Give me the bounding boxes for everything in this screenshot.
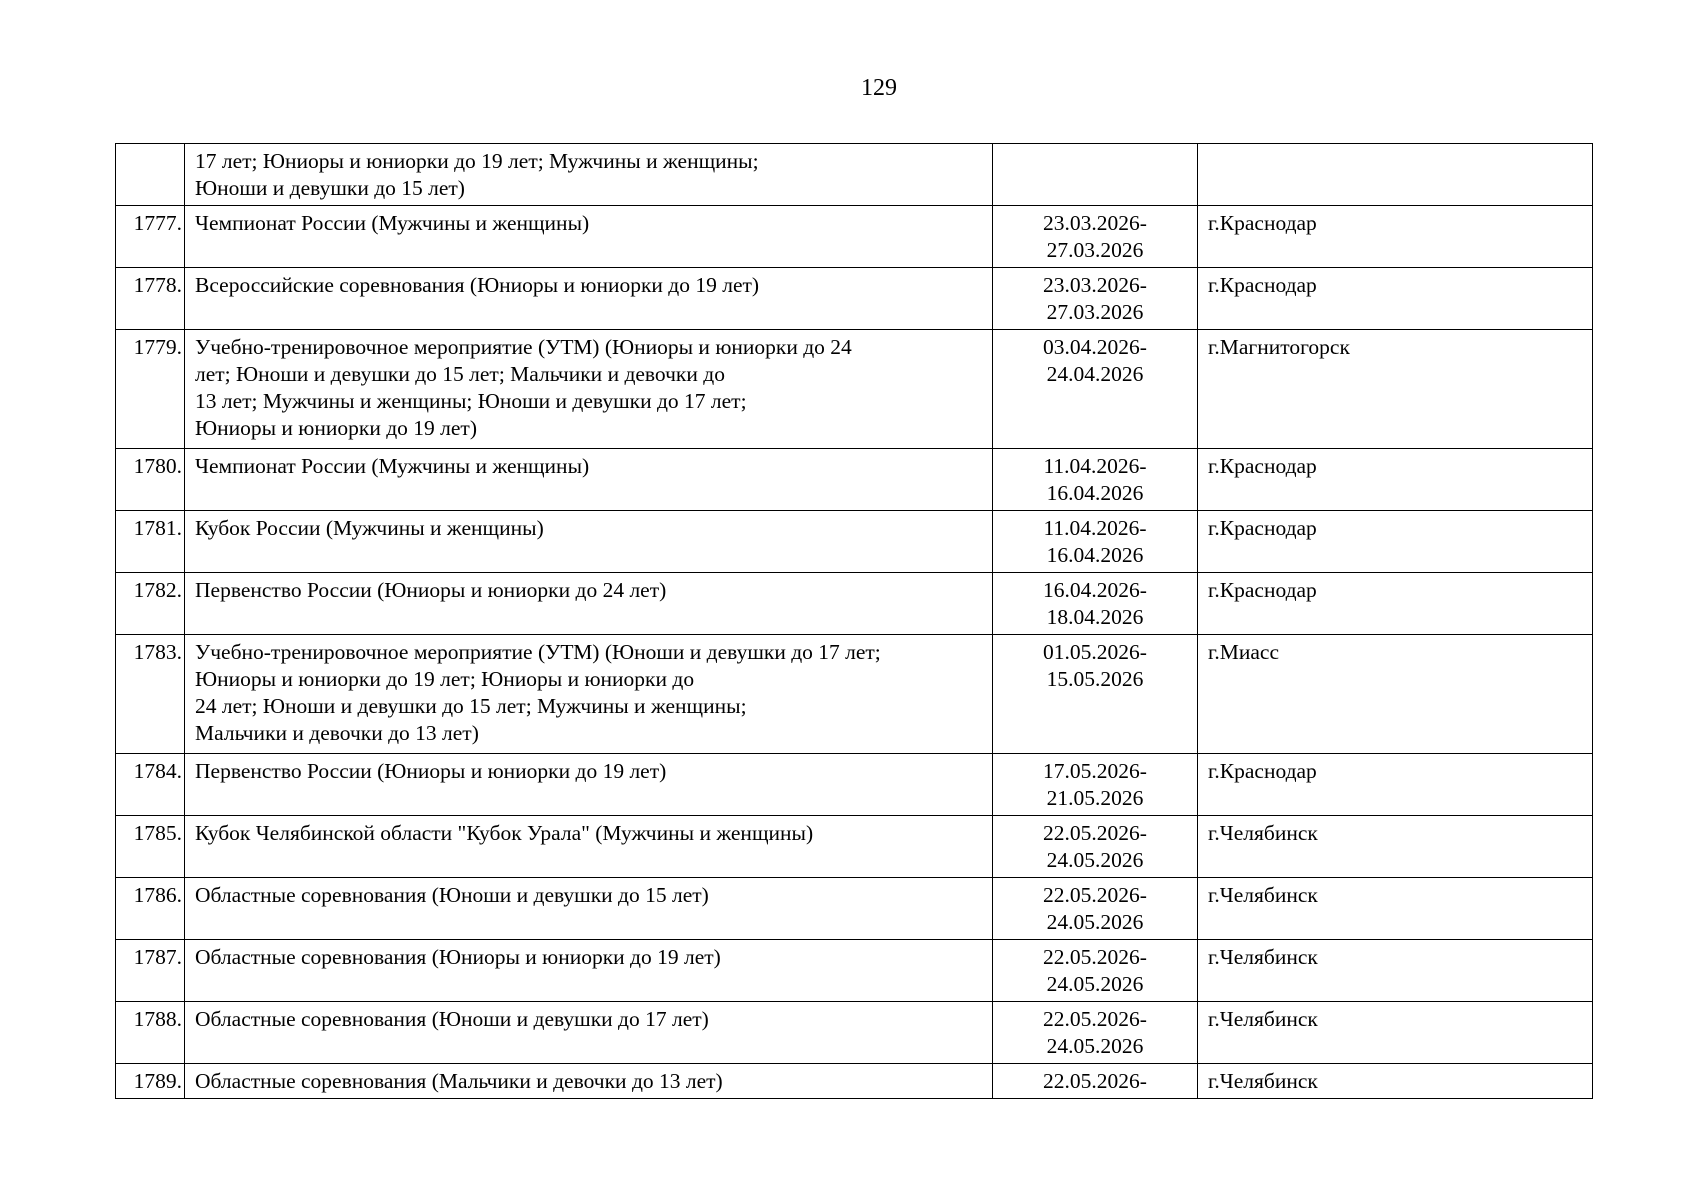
event-place: г.Миасс [1198, 635, 1593, 754]
event-name: Областные соревнования (Юноши и девушки до 17 лет) [185, 1002, 993, 1064]
event-dates: 11.04.2026- 16.04.2026 [993, 449, 1198, 511]
event-place: г.Магнитогорск [1198, 330, 1593, 449]
row-number: 1780. [116, 449, 185, 511]
event-name: Всероссийские соревнования (Юниоры и юниорки до 19 лет) [185, 268, 993, 330]
table-row [116, 816, 1593, 878]
table-row [116, 878, 1593, 940]
event-dates: 22.05.2026- 24.05.2026 [993, 940, 1198, 1002]
page-number: 129 [861, 75, 897, 101]
row-number: 1781. [116, 511, 185, 573]
event-dates: 17.05.2026- 21.05.2026 [993, 754, 1198, 816]
table-row [116, 449, 1593, 511]
table-row [116, 754, 1593, 816]
event-dates: 23.03.2026- 27.03.2026 [993, 268, 1198, 330]
event-dates: 16.04.2026- 18.04.2026 [993, 573, 1198, 635]
event-place: г.Краснодар [1198, 268, 1593, 330]
event-name: Первенство России (Юниоры и юниорки до 24 лет) [185, 573, 993, 635]
row-number: 1787. [116, 940, 185, 1002]
event-dates: 22.05.2026- [993, 1064, 1198, 1099]
event-dates: 23.03.2026- 27.03.2026 [993, 206, 1198, 268]
event-place: г.Челябинск [1198, 816, 1593, 878]
row-number: 1778. [116, 268, 185, 330]
row-number: 1783. [116, 635, 185, 754]
event-name: Областные соревнования (Юноши и девушки до 15 лет) [185, 878, 993, 940]
row-number: 1788. [116, 1002, 185, 1064]
table-row [116, 511, 1593, 573]
event-name: 17 лет; Юниоры и юниорки до 19 лет; Мужчины и женщины; Юноши и девушки до 15 лет) [185, 144, 993, 206]
event-dates: 01.05.2026- 15.05.2026 [993, 635, 1198, 754]
table-row [116, 1064, 1593, 1099]
event-place: г.Краснодар [1198, 754, 1593, 816]
table-row [116, 206, 1593, 268]
event-place: г.Краснодар [1198, 573, 1593, 635]
event-dates: 03.04.2026- 24.04.2026 [993, 330, 1198, 449]
table-row [116, 940, 1593, 1002]
event-place: г.Челябинск [1198, 940, 1593, 1002]
event-place: г.Краснодар [1198, 206, 1593, 268]
event-place: г.Челябинск [1198, 1064, 1593, 1099]
row-number [116, 144, 185, 206]
table-row [116, 330, 1593, 449]
table-row [116, 268, 1593, 330]
event-name: Первенство России (Юниоры и юниорки до 19 лет) [185, 754, 993, 816]
event-dates: 22.05.2026- 24.05.2026 [993, 816, 1198, 878]
event-dates: 11.04.2026- 16.04.2026 [993, 511, 1198, 573]
event-name: Учебно-тренировочное мероприятие (УТМ) (Юноши и девушки до 17 лет; Юниоры и юниорки до 19 лет; Юниоры и юниорки до 24 лет; Юноши и девушки до 15 лет; Мужчины и женщины; Мальчики и девочки до 13 лет) [185, 635, 993, 754]
row-number: 1785. [116, 816, 185, 878]
row-number: 1789. [116, 1064, 185, 1099]
row-number: 1779. [116, 330, 185, 449]
table-row [116, 635, 1593, 754]
event-place: г.Краснодар [1198, 449, 1593, 511]
table-row [116, 1002, 1593, 1064]
row-number: 1784. [116, 754, 185, 816]
table-row [116, 144, 1593, 206]
row-number: 1782. [116, 573, 185, 635]
row-number: 1777. [116, 206, 185, 268]
event-dates: 22.05.2026- 24.05.2026 [993, 1002, 1198, 1064]
events-table [115, 143, 1593, 1099]
event-name: Чемпионат России (Мужчины и женщины) [185, 206, 993, 268]
event-name: Учебно-тренировочное мероприятие (УТМ) (Юниоры и юниорки до 24 лет; Юноши и девушки до 15 лет; Мальчики и девочки до 13 лет; Мужчины и женщины; Юноши и девушки до 17 лет; Юниоры и юниорки до 19 лет) [185, 330, 993, 449]
event-name: Областные соревнования (Юниоры и юниорки до 19 лет) [185, 940, 993, 1002]
event-name: Кубок России (Мужчины и женщины) [185, 511, 993, 573]
row-number: 1786. [116, 878, 185, 940]
event-place: г.Челябинск [1198, 1002, 1593, 1064]
event-place: г.Краснодар [1198, 511, 1593, 573]
event-name: Чемпионат России (Мужчины и женщины) [185, 449, 993, 511]
event-name: Областные соревнования (Мальчики и девочки до 13 лет) [185, 1064, 993, 1099]
event-place [1198, 144, 1593, 206]
event-place: г.Челябинск [1198, 878, 1593, 940]
event-name: Кубок Челябинской области "Кубок Урала" (Мужчины и женщины) [185, 816, 993, 878]
event-dates [993, 144, 1198, 206]
event-dates: 22.05.2026- 24.05.2026 [993, 878, 1198, 940]
table-row [116, 573, 1593, 635]
